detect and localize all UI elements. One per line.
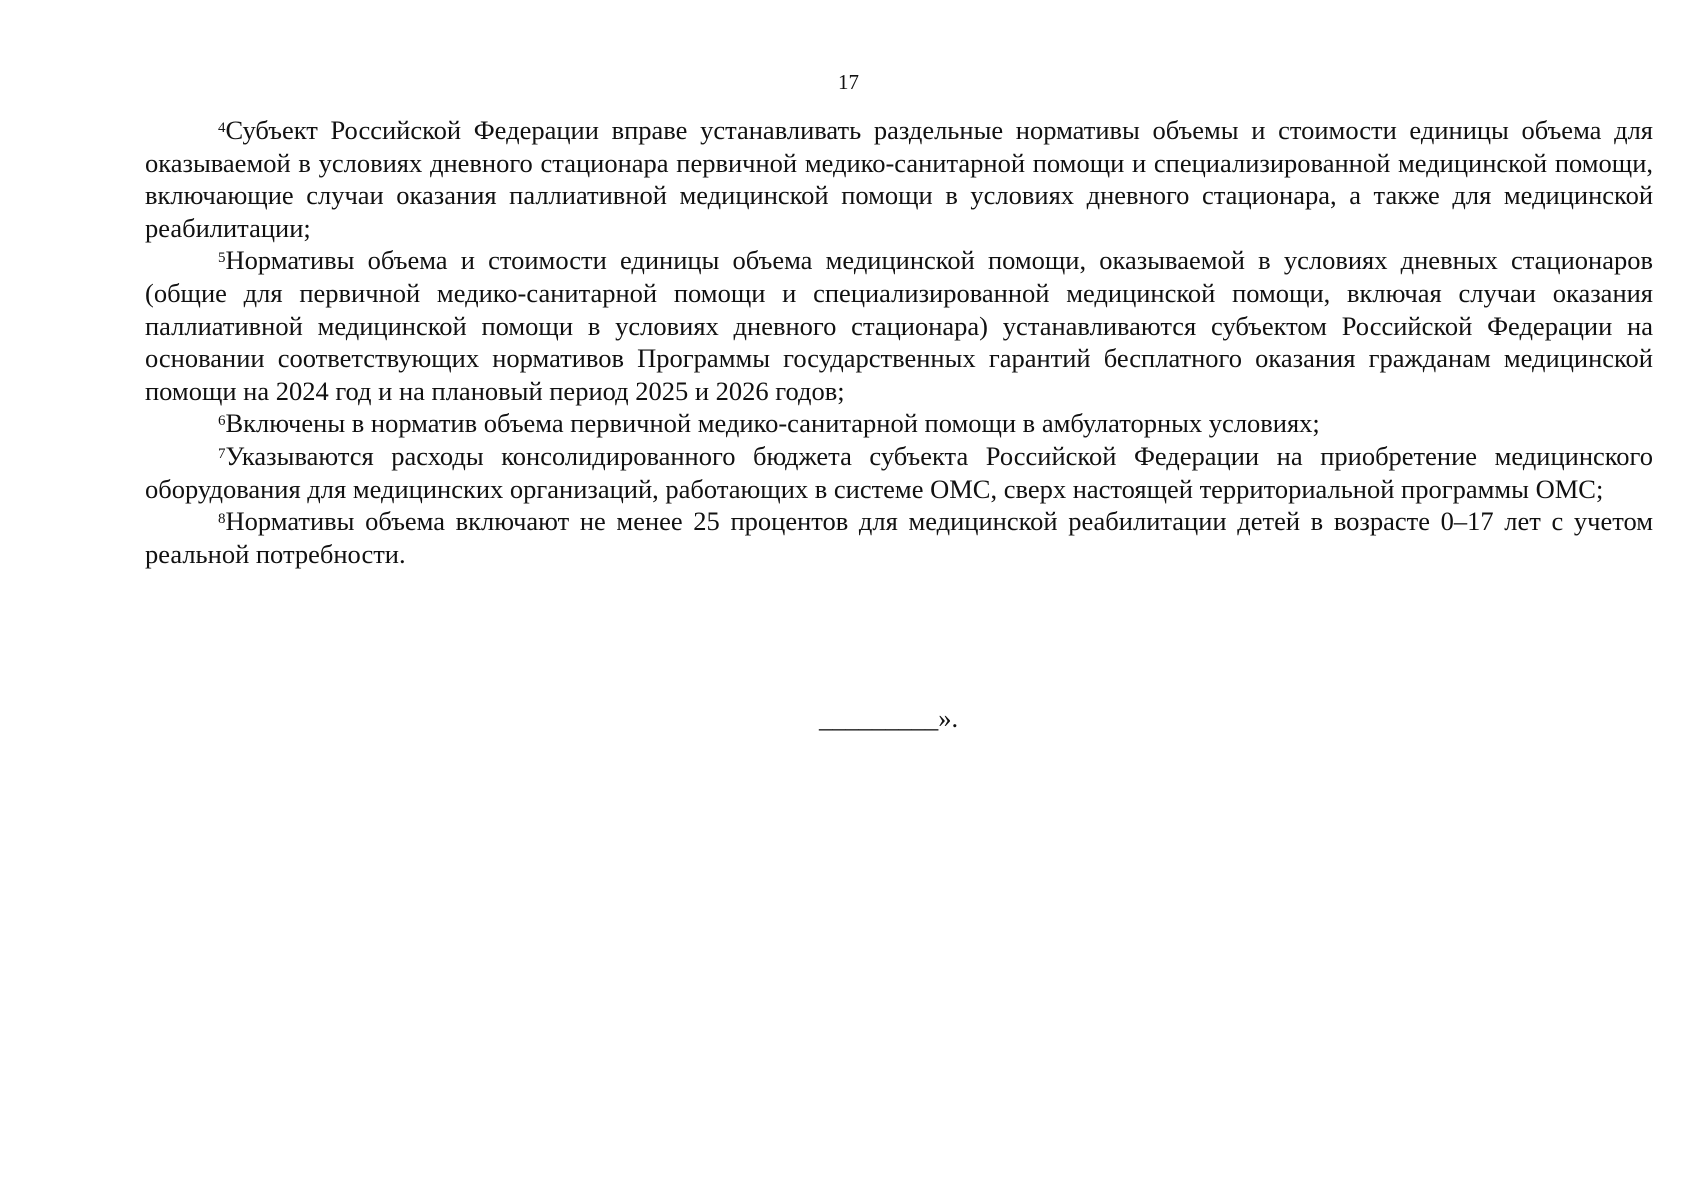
footnotes — [145, 114, 1653, 570]
footnote-text: Нормативы объема включают не менее 25 процентов для медицинской реабилитации детей в возрасте 0–17 лет с учетом реальной потребности. — [145, 506, 1653, 569]
footnote-text: Указываются расходы консолидированного бюджета субъекта Российской Федерации на приобретение медицинского оборудования для медицинских организаций, работающих в системе ОМС, сверх настоящей территориальной программы ОМС; — [145, 440, 1653, 504]
footnote-8 — [145, 505, 1653, 570]
footnote-text: Нормативы объема и стоимости единицы объема медицинской помощи, оказываемой в условиях дневных стационаров (общие для первичной медико-санитарной помощи и специализированной медицинской помощи, включая случаи оказания паллиативной медицинской помощи в условиях дневного стационара) устанавливаются субъектом Российской Федерации на основании соответствующих нормативов Программы государственных гарантий бесплатного оказания гражданам медицинской помощи на 2024 год и на плановый период 2025 и 2026 годов; — [145, 245, 1653, 406]
footnote-text: Субъект Российской Федерации вправе устанавливать раздельные нормативы объемы и стоимости единицы объема для оказываемой в условиях дневного стационара первичной медико-санитарной помощи и специализированной медицинской помощи, включающие случаи оказания паллиативной медицинской помощи в условиях дневного стационара, а также для медицинской реабилитации; — [145, 115, 1653, 243]
footnote-7 — [145, 440, 1653, 505]
footnote-marker: 8 — [218, 511, 226, 528]
footnote-marker: 7 — [218, 445, 226, 462]
footnote-4 — [145, 114, 1653, 244]
closing-mark: _________». — [818, 703, 959, 733]
footnote-5 — [145, 244, 1653, 407]
footnote-marker: 4 — [218, 120, 226, 136]
footnote-marker: 5 — [218, 250, 226, 267]
page-number: 17 — [838, 70, 859, 94]
footnote-text: Включены в норматив объема первичной медико-санитарной помощи в амбулаторных условиях; — [225, 408, 1320, 439]
footnote-6 — [145, 407, 1653, 440]
footnote-marker: 6 — [218, 413, 226, 430]
